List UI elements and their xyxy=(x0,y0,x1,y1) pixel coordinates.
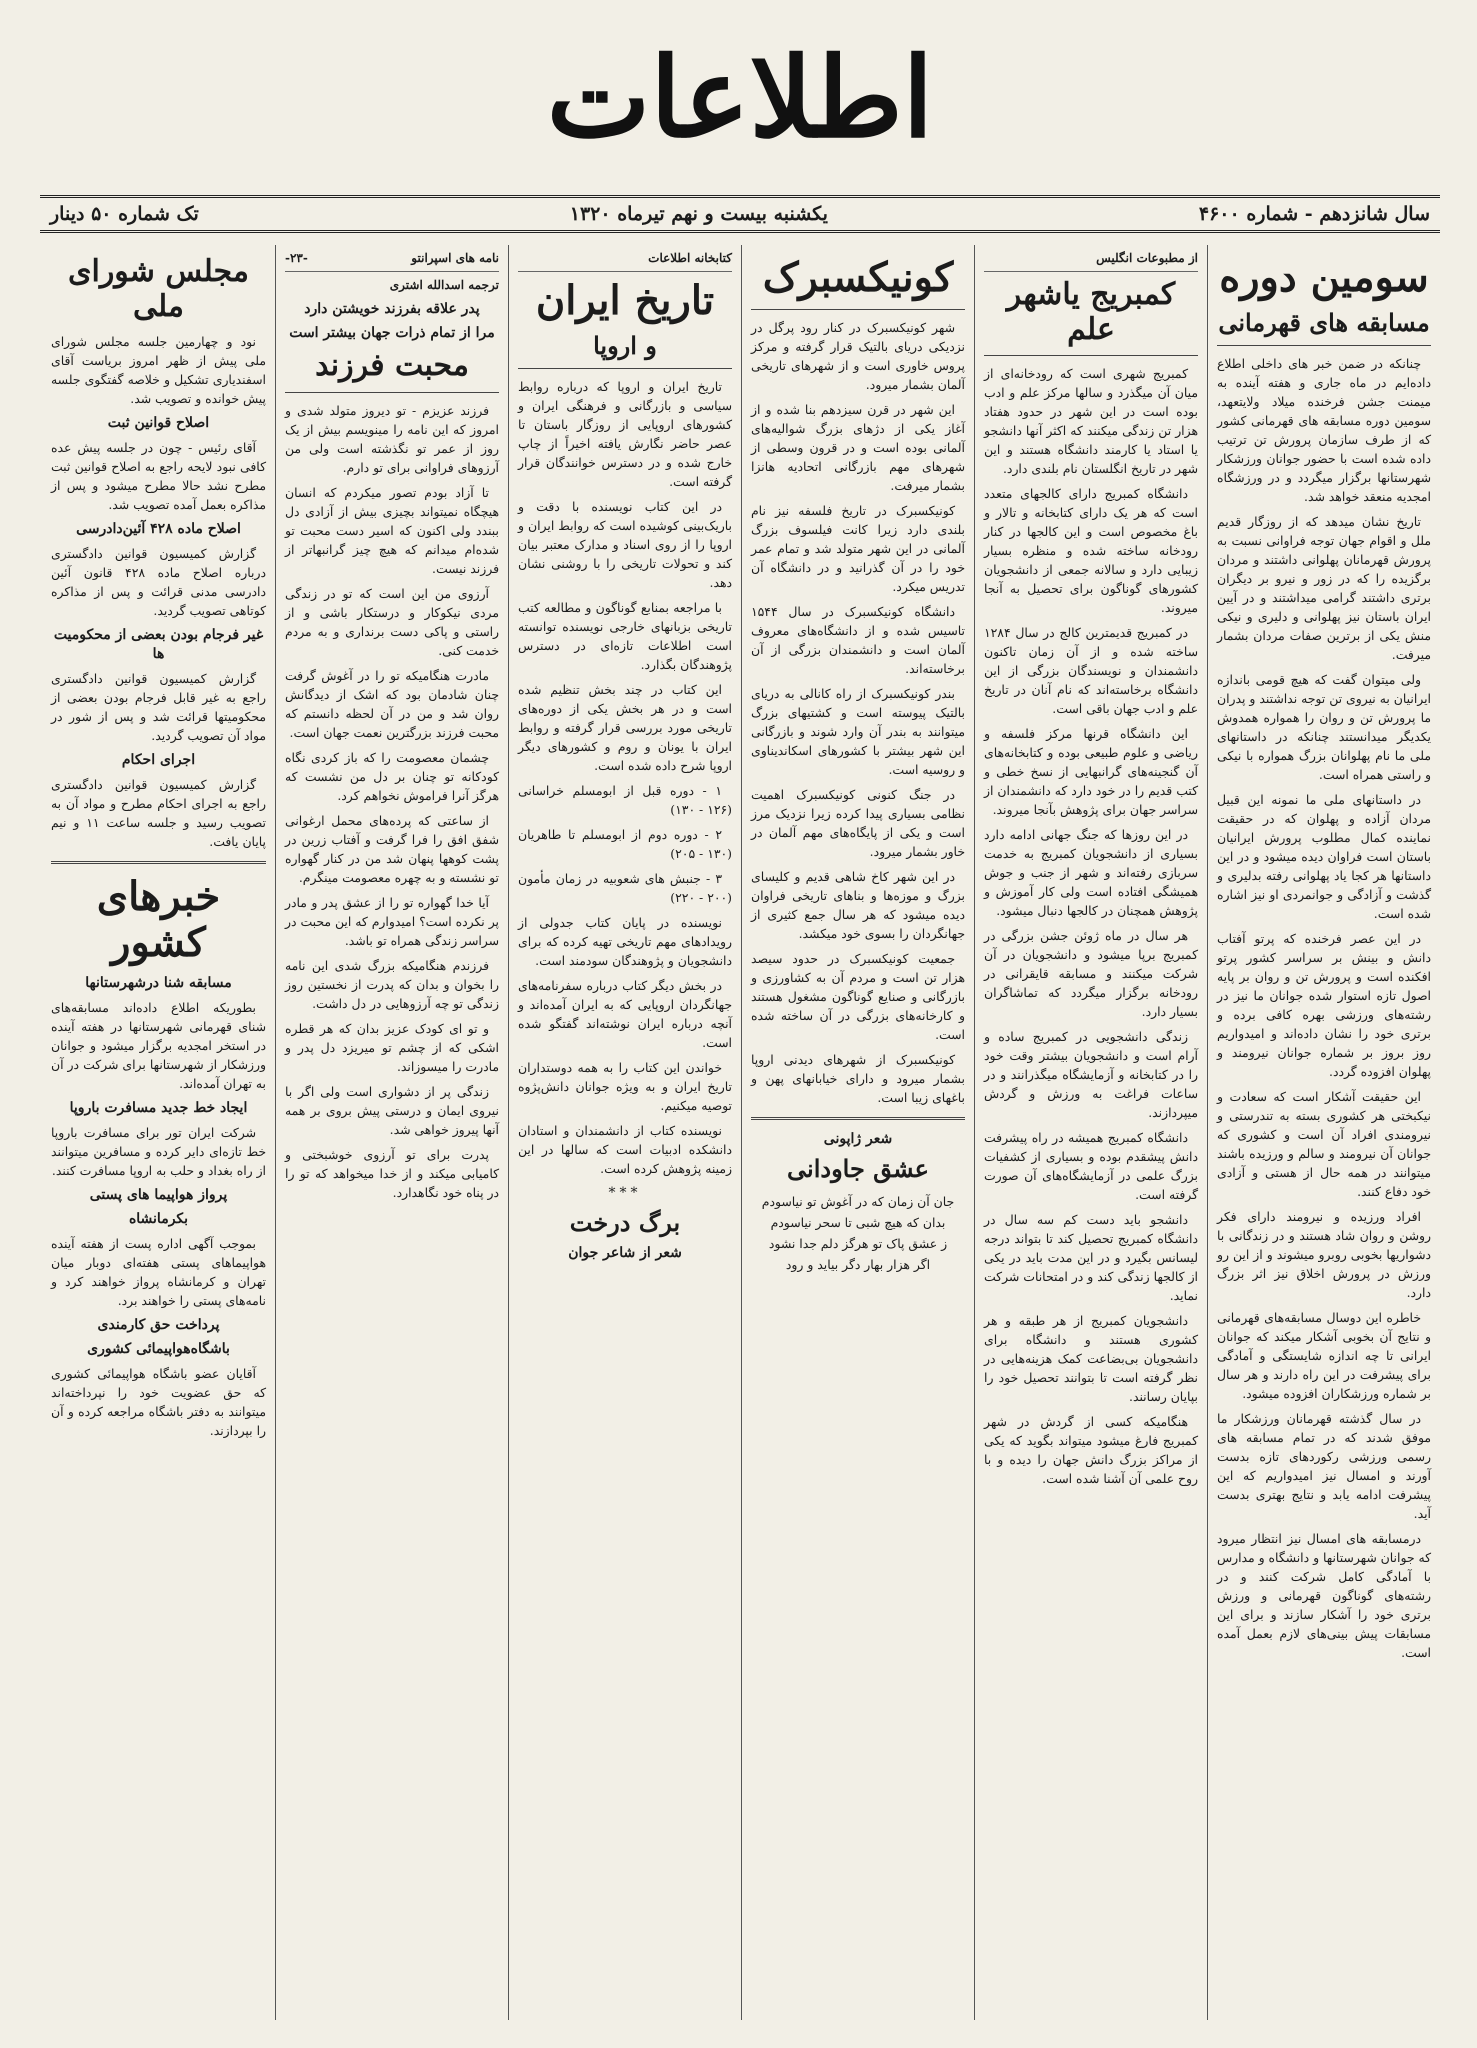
article-paragraph: آرزوی من این است که تو در زندگی مردی نیکوکار و درستکار باشی و از راستی و پاکی دست برنداری و به مردم خدمت کنی. xyxy=(285,585,499,658)
article-paragraph: جمعیت کونیکسبرک در حدود سیصد هزار تن است و مردم آن به کشاورزی و بازرگانی و صنایع گوناگون مشغول هستند و کارخانه‌های بزرگی در آن ساخته شده است. xyxy=(751,951,965,1042)
headline-konigsberg: کونیکسبرک xyxy=(762,254,954,301)
article-paragraph: ۱ - دوره قبل از ابومسلم خراسانی (۱۲۶ - ۱۳۰) xyxy=(518,782,732,817)
poem-line: اگر هزار بهار دگر بیاید و رود xyxy=(785,1256,931,1272)
section-title: اجرای احکام xyxy=(121,752,196,768)
dateline xyxy=(40,195,1440,233)
section-title: غیر فرجام بودن بعضی از محکومیت ها xyxy=(53,627,264,662)
parliament-intro: نود و چهارمین جلسه مجلس شورای ملی پیش از ظهر امروز بریاست آقای اسفندیاری تشکیل و خلاصه گفتگوی جلسه پیش خوانده و تصویب شد. xyxy=(51,334,266,406)
article-paragraph: در کمبریج قدیمترین کالج در سال ۱۲۸۴ ساخته شده و از آن زمان تاکنون دانشمندان و نویسندگان بزرگی از این دانشگاه برخاسته‌اند که نام آنان در تاریخ علم و ادب جهان باقی است. xyxy=(984,625,1198,716)
divider xyxy=(51,861,266,864)
article-paragraph: این دانشگاه قرنها مرکز فلسفه و ریاضی و علوم طبیعی بوده و کتابخانه‌های آن گنجینه‌های گرانبهایی از نسخ خطی و کتب قدیم را در خود دارد که دانشمندان از سراسر جهان برای پژوهش بآنجا میروند. xyxy=(984,726,1198,817)
headline-parliament: مجلس شورای ملی xyxy=(68,254,249,324)
article-paragraph: در این عصر فرخنده که پرتو آفتاب دانش و بینش بر سراسر کشور پرتو افکنده است و پرورش تن و روان بر پایه اصول تازه استوار شده جوانان ما نیز در رشته‌های ورزشی بهره کافی برده و برتری خود را نشان داده‌اند و امیدواریم روز بروز بر شماره جوانان نیرومند و پهلوان افزوده گردد. xyxy=(1217,930,1431,1079)
article-paragraph: ولی میتوان گفت که هیچ قومی باندازه ایرانیان به نیروی تن توجه نداشتند و پدران ما پرورش تن و روان را همواره همدوش یکدیگر میدانستند چنانکه در داستانهای ملی ما نام پهلوانان بزرگ همواره با نیکی و راستی همراه است. xyxy=(1217,671,1431,782)
poem-headline: عشق جاودانی xyxy=(787,1154,929,1183)
headline-championship: سومین دوره xyxy=(1219,254,1429,301)
column-parliament xyxy=(42,245,275,2020)
article-paragraph: با مراجعه بمنابع گوناگون و مطالعه کتب تاریخی بزبانهای خارجی نویسنده توانسته است اطلاعات تازه‌ای در دسترس پژوهندگان بگذارد. xyxy=(518,599,732,672)
news-body: بموجب آگهی اداره پست از هفته آینده هواپیماهای پستی هفته‌ای دوبار میان تهران و کرمانشاه پرواز خواهند کرد و نامه‌های پستی را خواهند برد. xyxy=(51,1236,266,1308)
article-paragraph: این حقیقت آشکار است که سعادت و نیکبختی هر کشوری بسته به تندرستی و نیرومندی افراد آن است و کشوری که جوانان آن نیرومند و سالم و ورزیده باشند میتوانند در همه حال از هستی و آزادی خود دفاع کنند. xyxy=(1217,1088,1431,1199)
separator-stars: *** xyxy=(608,1184,642,1201)
dateline-price: تک شماره ۵۰ دینار xyxy=(50,203,199,225)
kicker-cambridge: از مطبوعات انگلیس xyxy=(984,249,1198,272)
article-paragraph: کمبریج شهری است که رودخانه‌ای از میان آن میگذرد و سالها مرکز علم و ادب بوده است در این شهر در حدود هفتاد هزار تن زندگی میکنند که اکثر آنها دانشجو یا استاد یا کارمند دانشگاه هستند و این شهر در تاریخ انگلستان نام بلندی دارد. xyxy=(984,366,1198,476)
section-body: گزارش کمیسیون قوانین دادگستری راجع به اجرای احکام مطرح و مواد آن به تصویب رسید و جلسه ساعت ۱۱ و نیم پایان یافت. xyxy=(51,777,267,849)
headline-national-news: خبرهای کشور xyxy=(96,873,221,966)
article-paragraph: آیا خدا گهواره تو را از عشق پدر و مادر پر نکرده است؟ امیدوارم که این محبت در سراسر زندگی همراه تو باشد. xyxy=(285,894,499,948)
article-body-history xyxy=(518,377,732,1178)
poem-line: ز عشق پاک تو هرگز دلم جدا نشود xyxy=(768,1235,948,1251)
divider xyxy=(751,309,965,310)
headline-letters: محبت فرزند xyxy=(315,348,469,383)
article-paragraph: کونیکسبرک از شهرهای دیدنی اروپا بشمار میرود و دارای خیابانهای پهن و باغهای زیبا است. xyxy=(751,1052,965,1105)
article-paragraph: بندر کونیکسبرک از راه کانالی به دریای بالتیک پیوسته است و کشتیهای بزرگ میتوانند به بندر آن وارد شوند و بازرگانی این شهر بیشتر با کشورهای اسکاندیناوی و روسیه است. xyxy=(751,686,965,777)
article-paragraph: شهر کونیکسبرک در کنار رود پرگل در نزدیکی دریای بالتیک قرار گرفته و مرکز پروس خاوری است و از شهرهای تاریخی آلمان بشمار میرود. xyxy=(751,320,965,392)
article-paragraph: در بخش دیگر کتاب درباره سفرنامه‌های جهانگردان اروپایی که به ایران آمده‌اند و آنچه درباره ایران نوشته‌اند گفتگو شده است. xyxy=(518,977,732,1050)
article-paragraph: از ساعتی که پرده‌های محمل ارغوانی شفق افق را فرا گرفت و آفتاب زرین در پشت کوهها پنهان شد من در کنار گهواره تو نشسته و به چهره معصومت مینگرم. xyxy=(285,812,499,885)
article-paragraph: زندگی پر از دشواری است ولی اگر با نیروی ایمان و درستی پیش بروی بر همه آنها پیروز خواهی شد. xyxy=(285,1083,499,1137)
article-paragraph: دانشگاه کونیکسبرک در سال ۱۵۴۴ تاسیس شده و از دانشگاه‌های معروف آلمان است و دانشمندان بزرگی از آن برخاسته‌اند. xyxy=(751,604,965,676)
article-paragraph: در جنگ کنونی کونیکسبرک اهمیت نظامی بسیاری پیدا کرده زیرا نزدیک مرز است و یکی از پایگاه‌های مهم آلمان در خاور بشمار میرود. xyxy=(751,787,965,859)
article-paragraph: فرزندم هنگامیکه بزرگ شدی این نامه را بخوان و بدان که پدرت از نخستین روز زندگی تو چه آرزوهایی در دل داشت. xyxy=(285,957,499,1011)
masthead xyxy=(40,30,1440,165)
article-paragraph: خاطره این دوسال مسابقه‌های قهرمانی و نتایج آن بخوبی آشکار میکند که جوانان ایرانی تا چه اندازه شایستگی و آمادگی برای پیشرفت در این راه دارند و هر سال بر شماره ورزشکاران افزوده میشود. xyxy=(1217,1309,1431,1401)
page-number: -۲۳- xyxy=(285,251,308,265)
article-paragraph: هر سال در ماه ژوئن جشن بزرگی در کمبریج برپا میشود و دانشجویان در آن شرکت میکنند و مسابقه قایقرانی در رودخانه برگزار میگردد که تماشاگران بسیار دارد. xyxy=(984,928,1198,1019)
news-subhead: ایجاد خط جدید مسافرت باروپا xyxy=(69,1100,248,1116)
article-paragraph: تاریخ ایران و اروپا که درباره روابط سیاسی و بازرگانی و فرهنگی ایران و کشورهای اروپایی از روزگار باستان تا عصر حاضر نگارش یافته اخیراً از چاپ خارج شده و در دسترس خوانندگان قرار گرفته است. xyxy=(518,378,732,489)
divider xyxy=(1217,345,1431,346)
divider xyxy=(751,1117,965,1120)
article-paragraph: در این شهر کاخ شاهی قدیم و کلیسای بزرگ و موزه‌ها و بناهای تاریخی فراوان دیده میشود که هر سال جمع کثیری از جهانگردان را بسوی خود میکشد. xyxy=(751,869,965,941)
dateline-issue: سال شانزدهم - شماره ۴۶۰۰ xyxy=(1198,203,1430,225)
column-history xyxy=(508,245,741,2020)
section-body: گزارش کمیسیون قوانین دادگستری راجع به غیر قابل فرجام بودن بعضی از محکومیتها قرائت شد و پس از شور در مواد آن تصویب گردید. xyxy=(51,671,266,743)
article-paragraph: نویسنده کتاب از دانشمندان و استادان دانشکده ادبیات است که سالها در این زمینه پژوهش کرده است. xyxy=(518,1122,732,1176)
news-body: بطوریکه اطلاع داده‌اند مسابقه‌های شنای قهرمانی شهرستانها در هفته آینده در استخر امجدیه برگزار میشود و جوانان ورزشکار از شهرستانها برای شرکت در آن به تهران آمده‌اند. xyxy=(51,1000,266,1091)
article-paragraph: ۲ - دوره دوم از ابومسلم تا طاهریان (۱۳۰ - ۲۰۵) xyxy=(518,826,732,861)
section-body: گزارش کمیسیون قوانین دادگستری درباره اصلاح ماده ۴۲۸ قانون آئین دادرسی مدنی قرائت و پس از مذاکره کوتاهی تصویب گردید. xyxy=(51,546,266,618)
column-cambridge xyxy=(974,245,1207,2020)
article-paragraph: دانشجویان کمبریج از هر طبقه و هر کشوری هستند و دانشگاه برای دانشجویان بی‌بضاعت کمک هزینه‌هایی در نظر گرفته است تا بتوانند تحصیل خود را بپایان رسانند. xyxy=(984,1313,1198,1404)
article-paragraph: دانشجو باید دست کم سه سال در دانشگاه کمبریج تحصیل کند تا بتواند درجه لیسانس بگیرد و در این مدت باید در یکی از کالجها زندگی کند و در امتحانات شرکت نماید. xyxy=(984,1212,1198,1303)
article-paragraph: در این روزها که جنگ جهانی ادامه دارد بسیاری از دانشجویان کمبریج به خدمت سربازی رفته‌اند و شهر از جنب و جوش همیشگی افتاده است ولی کار آموزش و پژوهش همچنان در کالجها دنبال میشود. xyxy=(984,827,1198,918)
subheadline-history: و اروپا xyxy=(593,331,657,360)
news-body: شرکت ایران تور برای مسافرت باروپا خط تازه‌ای دایر کرده و مسافرین میتوانند از راه بغداد و حلب به اروپا مسافرت کنند. xyxy=(51,1125,266,1178)
article-paragraph: و تو ای کودک عزیز بدان که هر قطره اشکی که از چشم تو میریزد دل پدر و مادرت را میسوزاند. xyxy=(285,1020,499,1074)
leaf-byline: شعر از شاعر جوان xyxy=(568,1245,682,1262)
article-paragraph: مادرت هنگامیکه تو را در آغوش گرفت چنان شادمان بود که اشک از دیدگانش روان شد و من در آن لحظه دانستم که محبت فرزند بزرگترین نعمت جهان است. xyxy=(285,667,499,740)
translator-credit: ترجمه اسدالله اشتری xyxy=(389,278,499,292)
poem-body xyxy=(751,1191,965,1275)
article-body-cambridge xyxy=(984,364,1198,1488)
article-body-letters xyxy=(285,401,499,1202)
divider xyxy=(984,355,1198,356)
article-paragraph: تا آزاد بودم تصور میکردم که انسان هیچگاه نمیتواند بچیزی بیش از آزادی دل ببندد ولی اکنون که اسیر دست محبت تو شده‌ام میدانم که هیچ چیز گرانبهاتر از فرزند نیست. xyxy=(285,484,499,576)
news-subhead: باشگاه‌هواپیمائی کشوری xyxy=(87,1341,230,1357)
newspaper-page xyxy=(40,30,1440,2020)
news-subhead: پرواز هواپیما های پستی xyxy=(89,1187,228,1203)
poem-line: بدان که هیچ شبی تا سحر نیاسودم xyxy=(770,1214,946,1230)
article-paragraph: درمسابقه های امسال نیز انتظار میرود که جوانان شهرستانها و دانشگاه و مدارس با آمادگی کامل شرکت کنند و در رشته‌های گوناگون قهرمانی و ورزش برتری خود را آشکار سازند و برای این مسابقات پیش بینی‌های لازم بعمل آمده است. xyxy=(1217,1530,1431,1660)
article-paragraph: زندگی دانشجویی در کمبریج ساده و آرام است و دانشجویان بیشتر وقت خود را در کتابخانه و آزمایشگاه میگذرانند و در ساعات فراغت به ورزش و گردش میپردازند. xyxy=(984,1029,1198,1120)
intro-line-1: پدر علاقه بفرزند خویشتن دارد xyxy=(304,301,480,317)
kicker-esperanto: نامه های اسپرانتو xyxy=(285,249,499,272)
article-paragraph: نویسنده در پایان کتاب جدولی از رویدادهای مهم تاریخی تهیه کرده که برای دانشجویان و پژوهندگان سودمند است. xyxy=(518,914,732,968)
section-title: اصلاح قوانین ثبت xyxy=(107,415,210,431)
kicker-library: کتابخانه اطلاعات xyxy=(518,249,732,272)
article-body-championship xyxy=(1217,354,1431,1662)
article-paragraph: کونیکسبرک در تاریخ فلسفه نیز نام بلندی دارد زیرا کانت فیلسوف بزرگ آلمانی در این شهر متولد شد و تمام عمر خود را در آن گذرانید و در دانشگاه آن تدریس میکرد. xyxy=(751,503,965,594)
article-paragraph: در سال گذشته قهرمانان ورزشکار ما موفق شدند که در تمام مسابقه های رسمی ورزشی رکوردهای تازه بدست آورند و امسال نیز امیدواریم که این پیشرفت ادامه یابد و نتایج بهتری بدست آید. xyxy=(1217,1410,1431,1521)
article-body-konigsberg xyxy=(751,318,965,1107)
news-subhead: مسابقه شنا درشهرستانها xyxy=(85,975,232,991)
article-paragraph: افراد ورزیده و نیرومند دارای فکر روشن و روان شاد هستند و در زندگانی با دشواریها بخوبی روبرو میشوند و از این رو ورزش در پرورش اخلاق نیز اثر بزرگ دارد. xyxy=(1217,1208,1431,1300)
article-paragraph: دانشگاه کمبریج همیشه در راه پیشرفت دانش پیشقدم بوده و بسیاری از کشفیات بزرگ علمی در آزمایشگاه‌های آن صورت گرفته است. xyxy=(984,1130,1198,1202)
column-letters xyxy=(275,245,508,2020)
columns xyxy=(40,245,1440,2020)
dateline-date: یکشنبه بیست و نهم تیرماه ۱۳۲۰ xyxy=(569,203,828,225)
masthead-title: اطلاعات xyxy=(546,33,934,162)
article-paragraph: تاریخ نشان میدهد که از روزگار قدیم ملل و اقوام جهان توجه فراوانی نسبت به پرورش قهرمانان پهلوانی داشتند و مردان برگزیده را که در زور و نیرو بر دیگران برتری داشتند گرامی میداشتند و در آیین ایران باستان نیز پهلوانی و دلیری و نیکی منش یکی از برترین صفات مردان بشمار میرفت. xyxy=(1217,513,1431,662)
news-body: آقایان عضو باشگاه هواپیمائی کشوری که حق عضویت خود را نپرداخته‌اند میتوانند به دفتر باشگاه مراجعه کرده و آن را بپردازند. xyxy=(51,1366,266,1438)
column-konigsberg xyxy=(741,245,974,2020)
article-paragraph: چشمان معصومت را که باز کردی نگاه کودکانه تو چنان بر دل من نشست که هرگز آنرا فراموش نخواهم کرد. xyxy=(285,749,499,803)
article-paragraph: خواندن این کتاب را به همه دوستداران تاریخ ایران و به ویژه جوانان دانش‌پژوه توصیه میکنیم. xyxy=(518,1059,732,1113)
headline-history: تاریخ ایران xyxy=(535,277,715,324)
intro-line-2: مرا از تمام ذرات جهان بیشتر است xyxy=(289,325,495,341)
news-subhead: بکرمانشاه xyxy=(128,1211,189,1227)
article-paragraph: در داستانهای ملی ما نمونه این قبیل مردان آزاده و پهلوان که در حقیقت نماینده کمال مطلوب پرورش ایرانیان باستان است فراوان دیده میشود و در این داستانها هر کجا یاد پهلوانی رفته بدلیری و گذشت و آزادگی و جوانمردی او نیز اشاره شده است. xyxy=(1217,791,1431,921)
section-body: آقای رئیس - چون در جلسه پیش عده کافی نبود لایحه راجع به اصلاح قوانین ثبت مطرح نشد حالا مطرح میشود و پس از مذاکره بعمل آمده تصویب شد. xyxy=(51,440,266,512)
article-paragraph: این شهر در قرن سیزدهم بنا شده و از آغاز یکی از دژهای بزرگ شوالیه‌های آلمانی بوده است و در قرون وسطی از شهرهای مهم بازرگانی اتحادیه هانزا بشمار میرفت. xyxy=(751,402,965,493)
headline-cambridge: کمبریج یاشهر علم xyxy=(1006,277,1176,347)
headline-leaf: برگ درخت xyxy=(569,1207,681,1237)
divider xyxy=(518,368,732,369)
poem-line: جان آن زمان که در آغوش تو نیاسودم xyxy=(761,1193,955,1209)
news-subhead: پرداخت حق کارمندی xyxy=(97,1317,220,1333)
poem-section-title: شعر ژاپونی xyxy=(823,1131,893,1147)
column-championship xyxy=(1207,245,1440,2020)
subheadline-championship: مسابقه های قهرمانی xyxy=(1218,308,1430,337)
article-paragraph: ۳ - جنبش های شعوبیه در زمان مأمون (۲۰۰ - ۲۲۰) xyxy=(518,870,732,905)
article-paragraph: هنگامیکه کسی از گردش در شهر کمبریج فارغ میشود میتواند بگوید که یکی از مراکز بزرگ دانش جهان را دیده و با روح علمی آن آشنا شده است. xyxy=(984,1414,1198,1486)
article-paragraph: دانشگاه کمبریج دارای کالجهای متعدد است که هر یک دارای کتابخانه و تالار و باغ مخصوص است و این کالجها در کنار رودخانه ساخته شده و منظره بسیار زیبایی دارد و سالانه جمعی از دانشجویان کشورهای گوناگون برای تحصیل به آنجا میروند. xyxy=(984,486,1198,615)
article-paragraph: در این کتاب نویسنده با دقت و باریک‌بینی کوشیده است که روابط ایران و اروپا را از روی اسناد و مدارک معتبر بیان کند و تحولات تاریخی را با روشنی نشان دهد. xyxy=(518,498,732,590)
section-title: اصلاح ماده ۴۲۸ آئین‌دادرسی xyxy=(76,521,241,537)
divider xyxy=(285,392,499,393)
article-paragraph: چنانکه در ضمن خبر های داخلی اطلاع داده‌ایم در ماه جاری و هفته آینده به میمنت جشن فرخنده میلاد ولایتعهد، سومین دوره مسابقه های قهرمانی کشور که از طرف سازمان پرورش تن ترتیب داده شده است با حضور جوانان ورزشکار شهرستانها برگزار میگردد و در ورزشگاه امجدیه منعقد خواهد شد. xyxy=(1217,355,1431,504)
article-paragraph: این کتاب در چند بخش تنظیم شده است و در هر بخش یکی از دوره‌های تاریخی مورد بررسی قرار گرفته و روابط ایران با یونان و روم و کشورهای دیگر اروپا شرح داده شده است. xyxy=(518,681,732,773)
article-paragraph: پدرت برای تو آرزوی خوشبختی و کامیابی میکند و از خدا میخواهد که تو را در پناه خود نگاهدارد. xyxy=(285,1146,499,1200)
article-paragraph: فرزند عزیزم - تو دیروز متولد شدی و امروز که این نامه را مینویسم بیش از یک روز از عمر تو نگذشته است ولی من آرزوهای فراوانی برای تو دارم. xyxy=(285,402,499,475)
